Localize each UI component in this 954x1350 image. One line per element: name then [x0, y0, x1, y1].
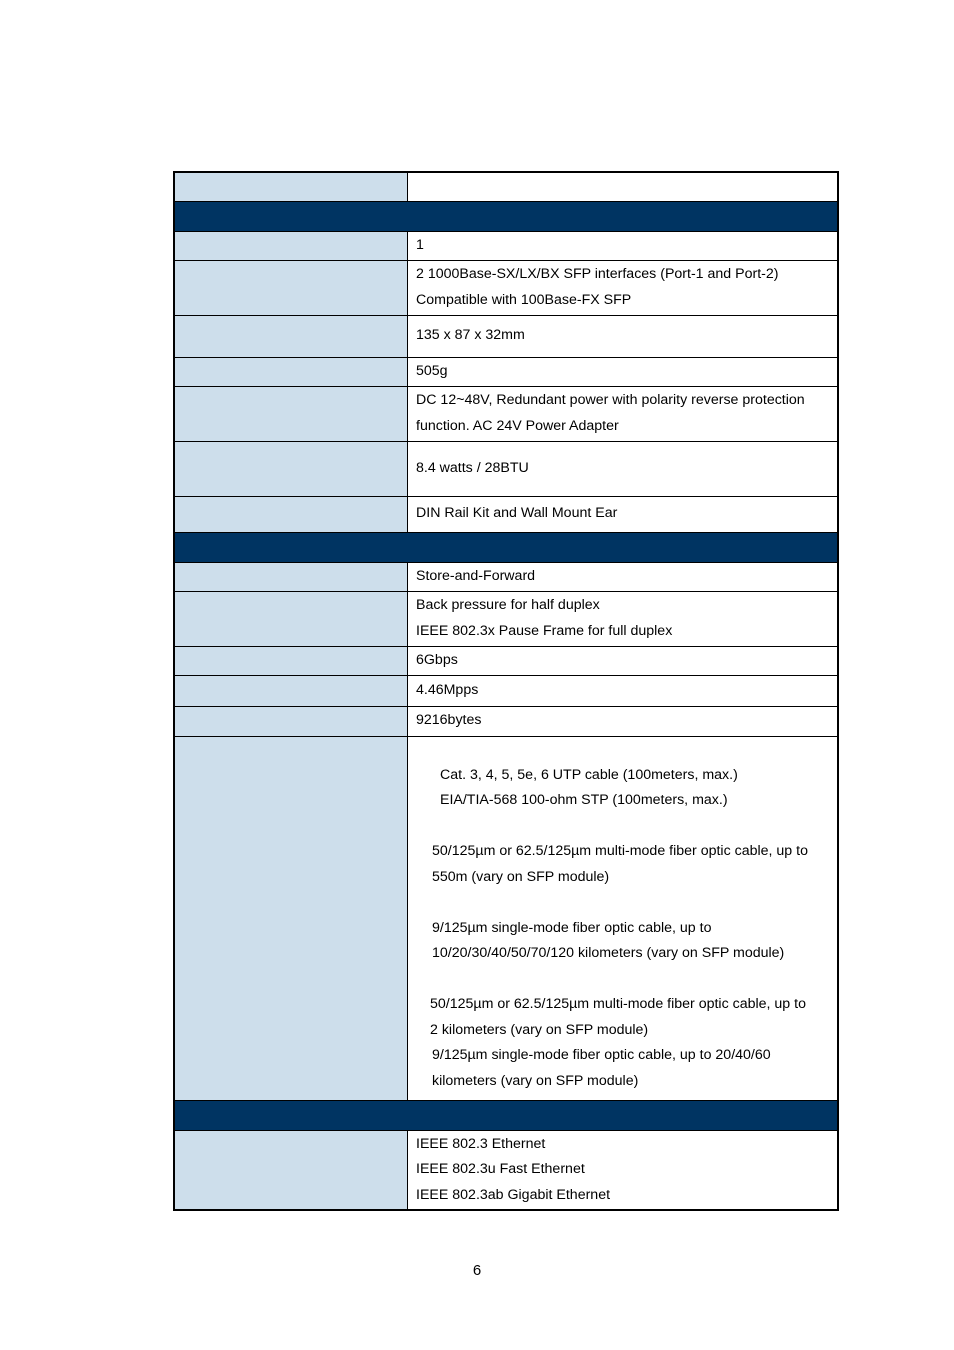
spec-value-text: 4.46Mpps	[416, 681, 479, 698]
spec-value-text: IEEE 802.3ab Gigabit Ethernet	[416, 1186, 611, 1203]
spec-value-text: 550m (vary on SFP module)	[432, 868, 610, 885]
spec-label-cell	[174, 357, 408, 386]
line-gap	[416, 814, 829, 840]
spec-label-cell	[174, 441, 408, 496]
table-row	[174, 441, 838, 496]
spec-value-text: DC 12~48V, Redundant power with polarity reverse protection	[416, 392, 805, 408]
spec-value-text: 50/125µm or 62.5/125µm multi-mode fiber optic cable, up to	[432, 843, 808, 859]
spec-value-text: IEEE 802.3x Pause Frame for full duplex	[416, 622, 673, 639]
spec-value-text: Store-and-Forward	[416, 567, 536, 584]
table-row	[174, 386, 838, 441]
spec-value-cell	[408, 675, 839, 706]
spec-value-cell	[408, 1130, 839, 1210]
spec-label-cell	[174, 231, 408, 260]
table-row	[174, 591, 838, 646]
section-header-bar	[174, 1100, 838, 1130]
line-gap	[416, 890, 829, 916]
spec-value-text: Back pressure for half duplex	[416, 597, 600, 613]
section-header-row	[174, 1100, 838, 1130]
table-row	[174, 646, 838, 675]
spec-label-cell	[174, 172, 408, 201]
line-gap	[416, 967, 829, 993]
section-header-row	[174, 201, 838, 231]
table-row	[174, 675, 838, 706]
spec-label-cell	[174, 315, 408, 357]
spec-value-cell	[408, 386, 839, 441]
table-row	[174, 315, 838, 357]
spec-value-text: 6Gbps	[416, 651, 458, 668]
spec-value-cell	[408, 562, 839, 591]
specification-table	[173, 171, 839, 1211]
spec-label-cell	[174, 591, 408, 646]
spec-value-text: Compatible with 100Base-FX SFP	[416, 291, 632, 308]
spec-value-text: function. AC 24V Power Adapter	[416, 417, 619, 434]
spec-label-cell	[174, 260, 408, 315]
spec-value-text: 9/125µm single-mode fiber optic cable, up to	[432, 919, 712, 936]
spec-value-cell	[408, 736, 839, 1100]
spec-value-cell	[408, 441, 839, 496]
page-number: 6	[472, 1262, 482, 1279]
spec-label-cell	[174, 706, 408, 736]
spec-value-text: 9216bytes	[416, 712, 482, 729]
spec-label-cell	[174, 675, 408, 706]
table-row	[174, 562, 838, 591]
spec-label-cell	[174, 736, 408, 1100]
spec-value-text: 8.4 watts / 28BTU	[416, 459, 529, 476]
spec-label-cell	[174, 496, 408, 532]
spec-value-text: IEEE 802.3 Ethernet	[416, 1135, 546, 1152]
spec-label-cell	[174, 562, 408, 591]
spec-value-text: 135 x 87 x 32mm	[416, 327, 525, 344]
spec-value-cell	[408, 260, 839, 315]
spec-value-cell	[408, 357, 839, 386]
table-row	[174, 260, 838, 315]
spec-value-text: 50/125µm or 62.5/125µm multi-mode fiber optic cable, up to	[430, 996, 806, 1012]
spec-value-cell	[408, 231, 839, 260]
spec-value-cell	[408, 646, 839, 675]
table-row	[174, 736, 838, 1100]
section-header-bar	[174, 532, 838, 562]
table-row	[174, 231, 838, 260]
spec-value-cell	[408, 591, 839, 646]
spec-value-text: kilometers (vary on SFP module)	[432, 1072, 639, 1089]
spec-value-text: Cat. 3, 4, 5, 5e, 6 UTP cable (100meters, max.)	[440, 766, 738, 783]
spec-value-text: EIA/TIA-568 100-ohm STP (100meters, max.)	[440, 792, 728, 808]
spec-label-cell	[174, 386, 408, 441]
spec-value-text: IEEE 802.3u Fast Ethernet	[416, 1161, 585, 1177]
table-row	[174, 496, 838, 532]
spec-value-cell	[408, 496, 839, 532]
section-header-bar	[174, 201, 838, 231]
spec-value-text: 2 1000Base-SX/LX/BX SFP interfaces (Port-1 and Port-2)	[416, 266, 779, 282]
spec-value-text: 2 kilometers (vary on SFP module)	[430, 1021, 649, 1038]
table-row	[174, 1130, 838, 1210]
spec-value-text: DIN Rail Kit and Wall Mount Ear	[416, 505, 618, 522]
spec-value-cell	[408, 315, 839, 357]
table-row	[174, 357, 838, 386]
spec-label-cell	[174, 1130, 408, 1210]
spec-value-cell	[408, 172, 839, 201]
spec-value-text: 9/125µm single-mode fiber optic cable, up to 20/40/60	[432, 1047, 771, 1063]
spec-value-cell	[408, 706, 839, 736]
spec-value-text: 10/20/30/40/50/70/120 kilometers (vary on SFP module)	[432, 945, 785, 961]
spec-label-cell	[174, 646, 408, 675]
spec-value-text: 1	[416, 236, 424, 253]
table-row	[174, 172, 838, 201]
section-header-row	[174, 532, 838, 562]
spec-value-text: 505g	[416, 362, 448, 379]
table-row	[174, 706, 838, 736]
